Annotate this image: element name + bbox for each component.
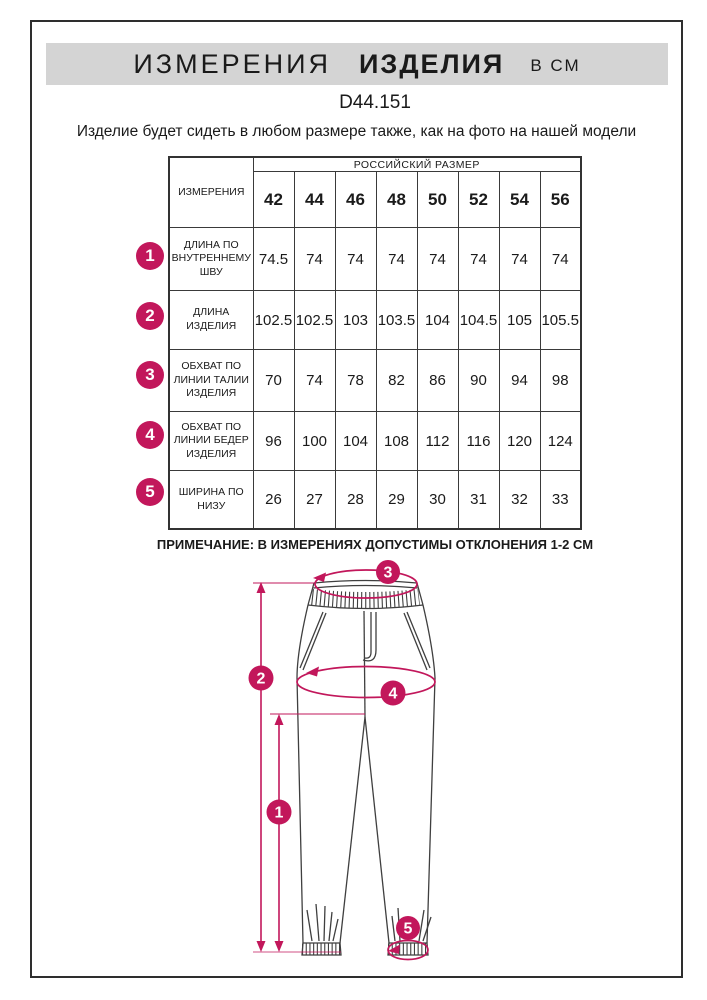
page-title-bold: ИЗДЕЛИЯ: [359, 48, 505, 79]
value-cell: 104: [417, 291, 458, 350]
marker-circle-4: [381, 681, 406, 706]
value-cell: 82: [376, 350, 417, 412]
value-cell: 28: [335, 471, 376, 530]
fit-note: Изделие будет сидеть в любом размере также, как на фото на нашей модели: [76, 123, 637, 140]
value-cell: 124: [540, 412, 581, 471]
value-cell: 74: [458, 228, 499, 291]
row-marker-5: 5: [136, 478, 164, 506]
waistband: [308, 581, 423, 609]
size-col-header: 50: [417, 172, 458, 228]
pants-outline: [297, 581, 435, 956]
title-bar: [46, 43, 668, 85]
arrow-up-icon: [275, 714, 284, 725]
value-cell: 94: [499, 350, 540, 412]
value-cell: 98: [540, 350, 581, 412]
arrow-up-icon: [257, 582, 266, 593]
value-cell: 33: [540, 471, 581, 530]
arrow-left-icon: [313, 573, 326, 583]
row-label: ШИРИНА ПО НИЗУ: [169, 471, 253, 530]
row-marker-2: 2: [136, 302, 164, 330]
marker-circle-2: [249, 666, 274, 691]
measure-arrowheads: [257, 573, 401, 955]
diagram-markers: [249, 560, 421, 940]
size-table: [168, 156, 582, 530]
table-row: [169, 291, 581, 350]
table-row: [169, 228, 581, 291]
value-cell: 70: [253, 350, 294, 412]
note-text: ПРИМЕЧАНИЕ: В ИЗМЕРЕНИЯХ ДОПУСТИМЫ ОТКЛОНЕНИЯ 1-2 СМ: [156, 537, 594, 552]
value-cell: 120: [499, 412, 540, 471]
value-cell: 102.5: [294, 291, 335, 350]
row-marker-1: 1: [136, 242, 164, 270]
table-row: [169, 412, 581, 471]
page-title: ИЗМЕРЕНИЯ: [133, 48, 331, 79]
row-label: ДЛИНА ИЗДЕЛИЯ: [169, 291, 253, 350]
row-label: ДЛИНА ПО ВНУТРЕННЕМУ ШВУ: [169, 228, 253, 291]
size-col-header: 56: [540, 172, 581, 228]
value-cell: 78: [335, 350, 376, 412]
arrow-down-icon: [275, 941, 284, 952]
value-cell: 108: [376, 412, 417, 471]
value-cell: 74: [376, 228, 417, 291]
value-cell: 102.5: [253, 291, 294, 350]
value-cell: 74: [417, 228, 458, 291]
arrow-left-icon: [306, 667, 319, 677]
center-seam: [364, 611, 365, 717]
value-cell: 26: [253, 471, 294, 530]
cuff-left: [302, 904, 341, 955]
value-cell: 112: [417, 412, 458, 471]
svg-text:4: 4: [388, 685, 398, 703]
value-cell: 100: [294, 412, 335, 471]
svg-text:1: 1: [274, 804, 284, 822]
value-cell: 103.5: [376, 291, 417, 350]
title-unit: В СМ: [530, 55, 581, 75]
value-cell: 116: [458, 412, 499, 471]
value-cell: 74: [294, 228, 335, 291]
value-cell: 29: [376, 471, 417, 530]
pants-diagram: [0, 555, 707, 985]
marker-circle-5: [396, 916, 420, 940]
leg-left: [297, 605, 365, 943]
svg-text:5: 5: [403, 920, 413, 938]
value-cell: 104.5: [458, 291, 499, 350]
value-cell: 74: [540, 228, 581, 291]
row-label: ОБХВАТ ПО ЛИНИИ БЕДЕР ИЗДЕЛИЯ: [169, 412, 253, 471]
value-cell: 74: [499, 228, 540, 291]
row-marker-4: 4: [136, 421, 164, 449]
article-code: D44.151: [339, 92, 411, 113]
value-cell: 31: [458, 471, 499, 530]
value-cell: 96: [253, 412, 294, 471]
value-cell: 105.5: [540, 291, 581, 350]
svg-text:2: 2: [256, 670, 266, 688]
value-cell: 27: [294, 471, 335, 530]
size-col-header: 52: [458, 172, 499, 228]
size-col-header: 42: [253, 172, 294, 228]
size-col-header: 44: [294, 172, 335, 228]
marker-circle-3: [376, 560, 400, 584]
value-cell: 74: [294, 350, 335, 412]
value-cell: 30: [417, 471, 458, 530]
value-cell: 32: [499, 471, 540, 530]
row-marker-3: 3: [136, 361, 164, 389]
marker-circle-1: [267, 800, 292, 825]
size-group-header: РОССИЙСКИЙ РАЗМЕР: [253, 157, 581, 172]
value-cell: 90: [458, 350, 499, 412]
value-cell: 74: [335, 228, 376, 291]
svg-text:3: 3: [383, 564, 393, 582]
size-col-header: 46: [335, 172, 376, 228]
table-row: [169, 350, 581, 412]
value-cell: 103: [335, 291, 376, 350]
value-cell: 86: [417, 350, 458, 412]
size-col-header: 48: [376, 172, 417, 228]
arrow-down-icon: [257, 941, 266, 952]
row-label: ОБХВАТ ПО ЛИНИИ ТАЛИИ ИЗДЕЛИЯ: [169, 350, 253, 412]
table-row: [169, 471, 581, 530]
size-col-header: 54: [499, 172, 540, 228]
value-cell: 105: [499, 291, 540, 350]
value-cell: 104: [335, 412, 376, 471]
measure-col-header: ИЗМЕРЕНИЯ: [169, 157, 253, 228]
value-cell: 74.5: [253, 228, 294, 291]
